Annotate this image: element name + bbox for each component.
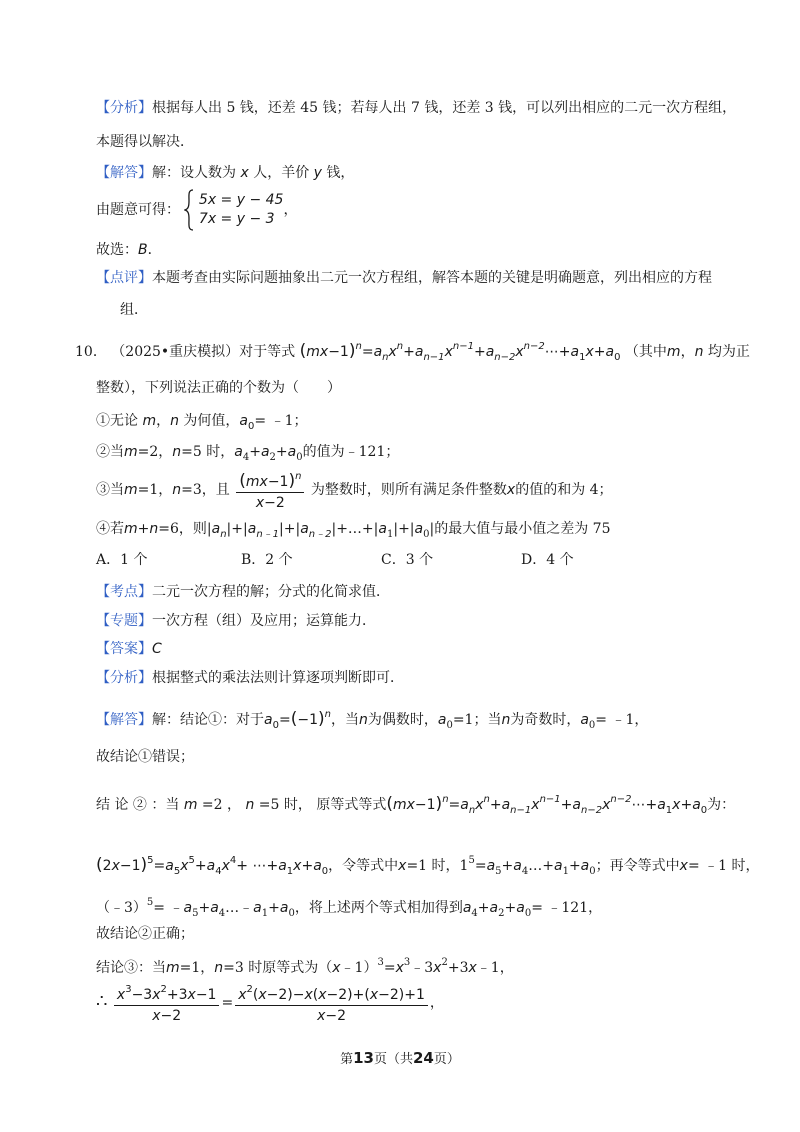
prev-analysis-line-1: 【分析】根据每人出 5 钱，还差 45 钱；若每人出 7 钱，还差 3 钱，可以列出相应的二元一次方程组， <box>96 100 737 116</box>
question-number: 10． <box>75 344 107 360</box>
fraction-right: $\frac{x^2(x-2)-x(x-2)+(x-2)+1}{x-2}$ <box>235 981 428 1025</box>
option-c: C．3 个 <box>381 552 434 568</box>
topic-line: 【专题】一次方程（组）及应用；运算能力． <box>96 613 376 629</box>
point-line: 【考点】二元一次方程的解；分式的化简求值． <box>96 584 390 600</box>
left-brace-icon <box>184 189 194 231</box>
page-number: 13 <box>353 1049 374 1067</box>
statement-2: ②当m=2，n=5 时，$a_4+a_2+a_0$的值为﹣121； <box>96 444 400 463</box>
page-total: 24 <box>413 1049 434 1067</box>
analysis-line: 【分析】根据整式的乘法法则计算逐项判断即可． <box>96 670 404 686</box>
solution-line-3: 结 论 ② ：当 m =2 ， n =5 时， 原等式等式$(mx-1)^n=a_nx^n+a_{n-1}x^{n-1}+a_{n-2}x^{n-2}\cdots+a_1x+a_0$为： <box>96 794 736 816</box>
fraction: $\frac{(mx-1)^n}{x-2}$ <box>236 468 304 512</box>
prev-analysis-line-2: 本题得以解决． <box>96 134 194 150</box>
option-b: B．2 个 <box>241 552 293 568</box>
statement-1: ①无论 m，n 为何值，$a_0=$ ﹣1； <box>96 413 308 432</box>
option-a: A．1 个 <box>96 552 148 568</box>
statement-3: ③当m=1，n=3，且 $\frac{(mx-1)^n}{x-2}$ 为整数时，则所有满足条件整数x的值的和为 4； <box>96 468 613 512</box>
fraction-left: $\frac{x^3-3x^2+3x-1}{x-2}$ <box>114 981 220 1025</box>
prev-system-line: 由题意可得： 5x = y − 45 7x = y − 3 ， <box>96 189 297 231</box>
solution-line-6: 故结论②正确； <box>96 926 194 942</box>
option-d: D．4 个 <box>521 552 574 568</box>
analysis-tag: 【分析】 <box>96 100 152 116</box>
solution-line-5: （﹣3）$^5$= $﹣a_5+a_4\dots﹣a_1+a_0$，将上述两个等式相加得到$a_4+a_2+a_0=$ ﹣121， <box>96 897 603 919</box>
options-row <box>96 550 574 570</box>
solution-line-8: ∴ $\frac{x^3-3x^2+3x-1}{x-2}$ = $\frac{x^2(x-2)-x(x-2)+(x-2)+1}{x-2}$ ， <box>96 980 444 1025</box>
prev-solution-line: 【解答】解：设人数为 x 人，羊价 y 钱， <box>96 165 355 181</box>
solution-line-1: 【解答】解：结论①：对于$a_0=(-1)^n$，当n为偶数时，$a_0=1$；当n为奇数时，$a_0=$ ﹣1， <box>96 709 649 731</box>
page-footer: 第13页（共24页） <box>340 1049 460 1067</box>
statement-4: ④若m+n=6，则$|a_n|+|a_{n﹣1}|+|a_{n﹣2}|+\dots+|a_1|+|a_0|$的最大值与最小值之差为 75 <box>96 521 611 540</box>
solution-line-7: 结论③：当m=1，n=3 时原等式为$(x﹣1)^3=x^3﹣3x^2+3x﹣1$， <box>96 957 514 976</box>
solution-line-4: $(2x-1)^5=a_5x^5+a_4x^4+$ $\cdots+a_1x+a_0$，令等式中x=1 时，$1^5=a_5+a_4\dots+a_1+a_0$；再令等式中x= ﹣1 时， <box>96 855 760 877</box>
answer-line: 【答案】C <box>96 641 162 657</box>
prev-comment-line-2: 组． <box>120 302 148 318</box>
solution-line-2: 故结论①错误； <box>96 749 194 765</box>
prev-comment-line-1: 【点评】本题考查由实际问题抽象出二元一次方程组，解答本题的关键是明确题意，列出相应的方程 <box>96 270 712 286</box>
prev-choose-line: 故选：B． <box>96 242 162 258</box>
q10-stem-line-1: 10． （2025•重庆模拟）对于等式 $(mx-1)^n=a_nx^n+a_{n-1}x^{n-1}+a_{n-2}x^{n-2}\cdots+a_1x+a_0$ （其中m，n 均为正 <box>75 341 750 363</box>
equation-system: 5x = y − 45 7x = y − 3 <box>198 192 284 227</box>
q10-stem-line-2: 整数），下列说法正确的个数为（ ） <box>96 380 341 396</box>
